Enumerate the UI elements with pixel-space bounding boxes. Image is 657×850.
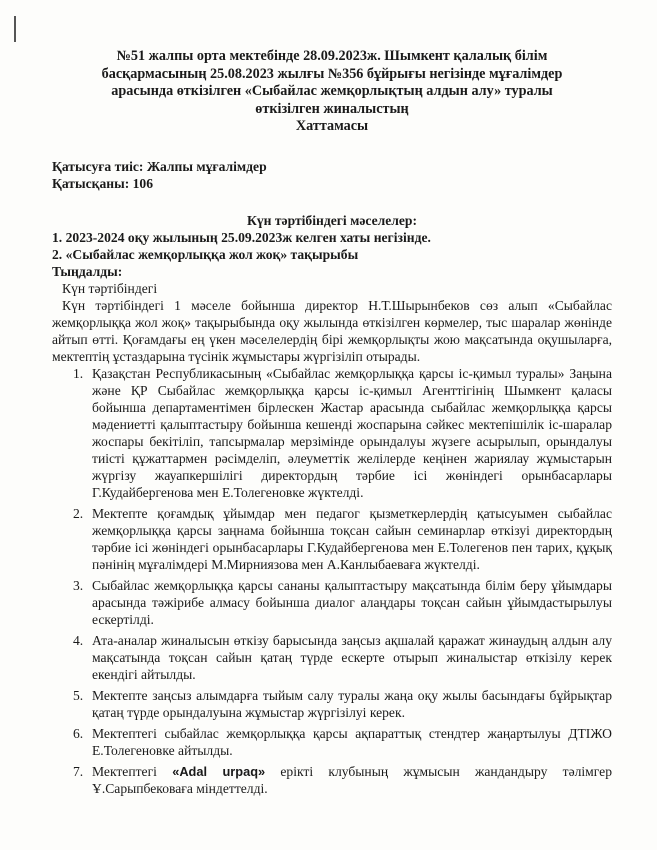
attended-line: Қатысқаны: 106 bbox=[52, 175, 154, 191]
decision-item bbox=[73, 687, 612, 721]
title-line: өткізілген жиналыстың bbox=[255, 100, 409, 117]
decision-text: Мектептегі сыбайлас жемқорлыққа қарсы ақпараттық стендтер жаңартылуы ДТІЖО Е.Толегеновке айтылды. bbox=[92, 725, 612, 758]
title-line-protocol: Хаттамасы bbox=[295, 118, 369, 134]
heard-heading: Тыңдалды: bbox=[52, 263, 123, 279]
decision-item bbox=[73, 505, 612, 573]
decision-number: 7. bbox=[73, 763, 84, 779]
club-name: «Adal urpaq» bbox=[172, 763, 266, 779]
decisions-list bbox=[52, 365, 612, 797]
decision-item bbox=[73, 725, 612, 759]
decision-text: Сыбайлас жемқорлыққа қарсы сананы қалыптастыру мақсатында білім беру ұйымдары арасында тәжірибе алмасу бойынша диалог алаңдары тоқсан сайын ұйымдастырылуы ескертілді. bbox=[92, 577, 612, 627]
decision-number: 5. bbox=[73, 687, 84, 703]
title-line: арасында өткізілген «Сыбайлас жемқорлықтың алдын алу» туралы bbox=[111, 83, 553, 99]
decision-text-after: ерікті клубының жұмысын жандандыру тәлімгер Ұ.Сарыпбековаға міндеттелді. bbox=[92, 763, 612, 796]
scan-edge-mark bbox=[14, 16, 16, 42]
document-body bbox=[52, 48, 612, 801]
intro-paragraph: Күн тәртібіндегі 1 мәселе бойынша директор Н.Т.Шырынбеков сөз алып «Сыбайлас жемқорлыққа жол жоқ» тақырыбында оқу жылында өткізілген көрмелер, тыс шаралар жөнінде айтып өтті. Қоғамдағы ең үкен мәселелердің бірі жемқорлықты жою мақсатында оқушыларға, мектептің ұстаздарына түсінік жұмыстары жүргізіліп отырады. bbox=[52, 297, 612, 364]
decision-text-before: Мектептегі bbox=[92, 763, 173, 779]
title-line: басқармасының 25.08.2023 жылғы №356 бұйрығы негізінде мұғалімдер bbox=[101, 65, 563, 82]
decision-text: Ата-аналар жиналысын өткізу барысында заңсыз ақшалай қаражат жинаудың алдын алу мақсатында тоқсан сайын қатаң түрде ескерте отырып жиналыстар өткізілу керек екендігі айтылды. bbox=[92, 632, 612, 682]
document-title bbox=[52, 48, 612, 136]
decision-text: Қазақстан Республикасының «Сыбайлас жемқорлыққа қарсы іс-қимыл туралы» Заңына және ҚР Сыбайлас жемқорлыққа қарсы іс-қимыл Агенттігінің Шымкент қаласы бойынша департаментімен бірлескен Жастар арасында сыбайлас жемқорлыққа қарсы мәдениетті қалыптастыру бойынша кешенді жоспарына сәйкес мектепішілік іс-шаралар жоспары бекітіліп, тапсырмалар мерзімінде орындалуы жүзеге асырылып, орындалуы тиісті құжаттармен рәсімделіп, әлеуметтік желілерде кеңінен жариялау жұмыстарын жүргізу жауапкершілігі директордың тәрбие ісі жөніндегі орынбасарлары Г.Кудайбергенова мен Е.Толегеновке жүктелді. bbox=[92, 365, 612, 500]
agenda-heading: Күн тәртібіндегі мәселелер: bbox=[246, 212, 418, 228]
agenda-item: 2. «Сыбайлас жемқорлыққа жол жоқ» тақырыбы bbox=[52, 246, 359, 262]
should-attend-line: Қатысуға тиіс: Жалпы мұғалімдер bbox=[52, 158, 267, 174]
decision-text: Мектепте қоғамдық ұйымдар мен педагог қызметкерлердің қатысуымен сыбайлас жемқорлыққа қарсы заңнама бойынша тоқсан сайын семинарлар өткізуі директордың тәрбие ісі жөніндегі орынбасарлары Г.Кудайбергенова мен Е.Толегенов пен тарих, құқық пәнінің мұғалімдері М.Мирниязова мен А.Канлыбаеваға жүктелді. bbox=[92, 505, 612, 572]
intro-line: Күн тәртібіндегі bbox=[62, 280, 158, 296]
title-line: №51 жалпы орта мектебінде 28.09.2023ж. Шымкент қалалық білім bbox=[116, 48, 548, 64]
decision-number: 4. bbox=[73, 632, 84, 648]
agenda-item: 1. 2023-2024 оқу жылының 25.09.2023ж келген хаты негізінде. bbox=[52, 229, 431, 245]
decision-text: Мектепте заңсыз алымдарға тыйым салу туралы жаңа оқу жылы басындағы бұйрықтар қатаң түрде орындалуына жұмыстар жүргізілуі керек. bbox=[92, 687, 612, 720]
decision-item bbox=[73, 365, 612, 501]
attendance-block bbox=[52, 158, 612, 192]
decision-item bbox=[73, 632, 612, 683]
decision-number: 3. bbox=[73, 577, 84, 593]
decision-item bbox=[73, 577, 612, 628]
decision-item bbox=[73, 763, 612, 797]
decision-number: 1. bbox=[73, 365, 84, 381]
decision-number: 6. bbox=[73, 725, 84, 741]
decision-number: 2. bbox=[73, 505, 84, 521]
